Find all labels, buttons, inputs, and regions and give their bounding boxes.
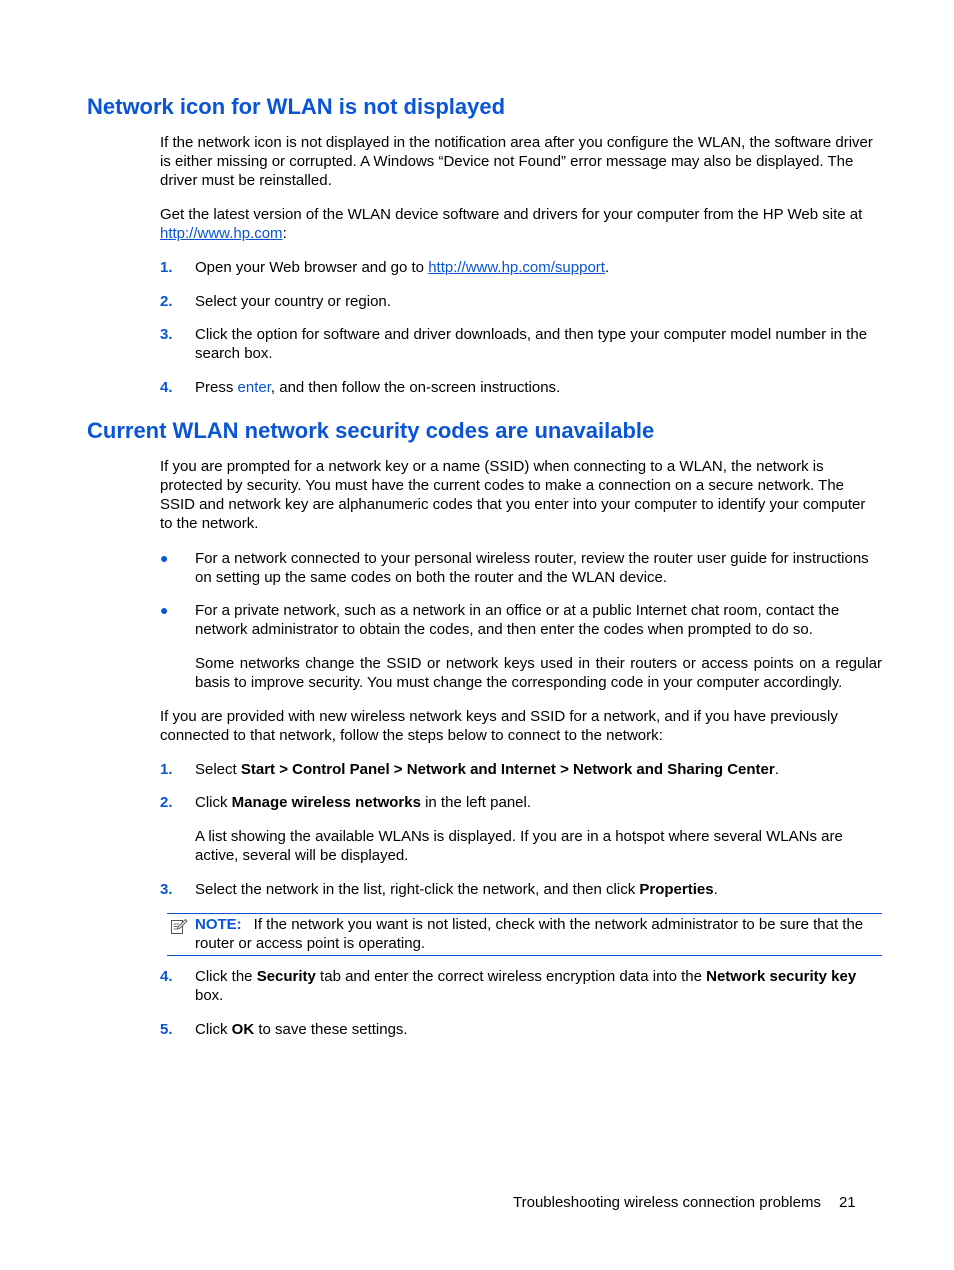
paragraph: If you are prompted for a network key or a name (SSID) when connecting to a WLAN, the network is protected by security. You must have the current codes to make a connection on a secure network. The SSID and network key are alphanumeric codes that you enter into your computer to identify your computer to the network. xyxy=(160,458,866,532)
ui-label: Properties xyxy=(639,881,714,898)
step-number: 2. xyxy=(160,293,173,310)
footer-title: Troubleshooting wireless connection problems xyxy=(513,1194,821,1211)
step-text xyxy=(195,378,882,397)
step-number: 2. xyxy=(160,794,173,811)
step-text-part: box. xyxy=(195,987,224,1004)
step-text-part: Select xyxy=(195,761,241,778)
bullet-icon: ● xyxy=(160,602,169,618)
step-number: 1. xyxy=(160,259,173,276)
sub-paragraph: Some networks change the SSID or network keys used in their routers or access points on a regular basis to improve security. You must change the corresponding code in your computer accordingly. xyxy=(195,655,882,691)
note-body: If the network you want is not listed, check with the network administrator to be sure that the router or access point is operating. xyxy=(195,916,864,952)
step-text-part: , and then follow the on-screen instructions. xyxy=(270,379,561,396)
note-text xyxy=(195,915,882,953)
step-text-part: Select the network in the list, right-click the network, and then click xyxy=(195,881,640,898)
step-text xyxy=(195,1020,882,1039)
bullet-text: For a private network, such as a network in an office or at a public Internet chat room, contact the network administrator to obtain the codes, and then enter the codes when prompted to do so. xyxy=(195,602,840,638)
step-number: 3. xyxy=(160,881,173,898)
step-text-part: . xyxy=(713,881,718,898)
hp-support-link[interactable]: http://www.hp.com/support xyxy=(428,259,605,276)
step-number: 3. xyxy=(160,326,173,343)
bullet-text: For a network connected to your personal wireless router, review the router user guide for instructions on setting up the same codes on both the router and the WLAN device. xyxy=(195,550,869,586)
paragraph-text: : xyxy=(282,225,287,242)
step-text-part: Open your Web browser and go to xyxy=(195,259,429,276)
step-text xyxy=(195,880,882,899)
step-number: 5. xyxy=(160,1021,173,1038)
sub-paragraph: A list showing the available WLANs is displayed. If you are in a hotspot where several WLANs are active, several will be displayed. xyxy=(195,828,843,864)
enter-key-label: enter xyxy=(237,379,271,396)
page-number: 21 xyxy=(838,1194,856,1211)
step-text-part: Click xyxy=(195,1021,232,1038)
step-number: 1. xyxy=(160,761,173,778)
step-text-part: tab and enter the correct wireless encryption data into the xyxy=(315,968,707,985)
step-text xyxy=(195,967,882,1005)
section-heading-security-codes: Current WLAN network security codes are unavailable xyxy=(87,418,655,443)
step-text-part: in the left panel. xyxy=(420,794,531,811)
step-text xyxy=(195,258,882,277)
step-number: 4. xyxy=(160,968,173,985)
step-text-part: Click xyxy=(195,794,232,811)
menu-path: Start > Control Panel > Network and Internet > Network and Sharing Center xyxy=(240,761,775,778)
note-pencil-icon xyxy=(170,918,188,936)
step-text-part: to save these settings. xyxy=(254,1021,408,1038)
step-text-part: . xyxy=(604,259,610,276)
note-label: NOTE: xyxy=(195,916,242,933)
paragraph-text: Get the latest version of the WLAN device software and drivers for your computer from the HP Web site at xyxy=(160,206,863,223)
ui-label: OK xyxy=(231,1021,255,1038)
paragraph: If you are provided with new wireless network keys and SSID for a network, and if you have previously connected to that network, follow the steps below to connect to the network: xyxy=(160,708,838,744)
step-text-part: Click the xyxy=(195,968,257,985)
ui-label: Security xyxy=(256,968,316,985)
ui-label: Network security key xyxy=(706,968,857,985)
step-text: Click the option for software and driver downloads, and then type your computer model number in the search box. xyxy=(195,326,868,362)
hp-link[interactable]: http://www.hp.com xyxy=(160,225,283,242)
step-text-part: . xyxy=(774,761,779,778)
step-text xyxy=(195,793,882,812)
paragraph: If the network icon is not displayed in the notification area after you configure the WLAN, the software driver is either missing or corrupted. A Windows “Device not Found” error message may also be displayed. The driver must be reinstalled. xyxy=(160,134,873,189)
bullet-icon: ● xyxy=(160,550,169,566)
ui-label: Manage wireless networks xyxy=(231,794,421,811)
step-text xyxy=(195,760,882,779)
page-footer xyxy=(513,1193,856,1212)
step-number: 4. xyxy=(160,379,173,396)
section-heading-wlan-icon: Network icon for WLAN is not displayed xyxy=(87,94,506,119)
note-box xyxy=(167,913,882,956)
step-text: Select your country or region. xyxy=(195,293,391,310)
paragraph xyxy=(160,205,882,243)
step-text-part: Press xyxy=(195,379,238,396)
